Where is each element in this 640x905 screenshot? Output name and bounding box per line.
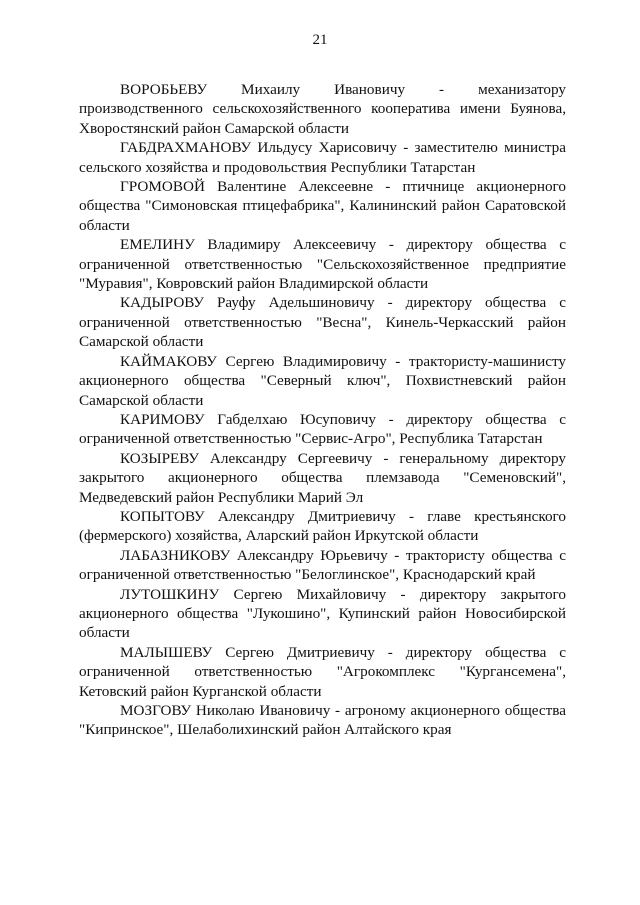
list-item: ГАБДРАХМАНОВУ Ильдусу Харисовичу - заместителю министра сельского хозяйства и продовольствия Республики Татарстан [79,139,566,176]
list-item: МОЗГОВУ Николаю Ивановичу - агроному акционерного общества "Кипринское", Шелаболихинский район Алтайского края [79,702,566,739]
list-item: КОЗЫРЕВУ Александру Сергеевичу - генеральному директору закрытого акционерного общества племзавода "Семеновский", Медведевский район Республики Марий Эл [79,449,566,506]
list-item: ГРОМОВОЙ Валентине Алексеевне - птичнице акционерного общества "Симоновская птицефабрика", Калининский район Саратовской области [79,178,566,234]
list-item: ВОРОБЬЕВУ Михаилу Ивановичу - механизатору производственного сельскохозяйственного кооператива имени Буянова, Хворостянский район Самарской области [79,81,566,137]
page-number: 21 [312,32,328,48]
list-item: МАЛЫШЕВУ Сергею Дмитриевичу - директору общества с ограниченной ответственностью "Агрокомплекс "Кургансемена", Кетовский район Курганской области [79,643,566,700]
list-item: КАРИМОВУ Габделхаю Юсуповичу - директору общества с ограниченной ответственностью "Сервис-Агро", Республика Татарстан [79,410,566,448]
list-item: КАЙМАКОВУ Сергею Владимировичу - трактористу-машинисту акционерного общества "Северный ключ", Похвистневский район Самарской области [79,352,566,409]
list-item: ЛУТОШКИНУ Сергею Михайловичу - директору закрытого акционерного общества "Лукошино", Купинский район Новосибирской области [79,585,566,642]
list-item: КОПЫТОВУ Александру Дмитриевичу - главе крестьянского (фермерского) хозяйства, Аларский район Иркутской области [79,507,566,545]
award-list [79,80,566,740]
list-item: ЕМЕЛИНУ Владимиру Алексеевичу - директору общества с ограниченной ответственностью "Сельскохозяйственное предприятие "Муравия", Ковровский район Владимирской области [79,236,566,293]
list-item: ЛАБАЗНИКОВУ Александру Юрьевичу - трактористу общества с ограниченной ответственностью "Белоглинское", Краснодарский край [79,546,566,584]
list-item: КАДЫРОВУ Рауфу Адельшиновичу - директору общества с ограниченной ответственностью "Весна", Кинель-Черкасский район Самарской области [79,294,566,351]
